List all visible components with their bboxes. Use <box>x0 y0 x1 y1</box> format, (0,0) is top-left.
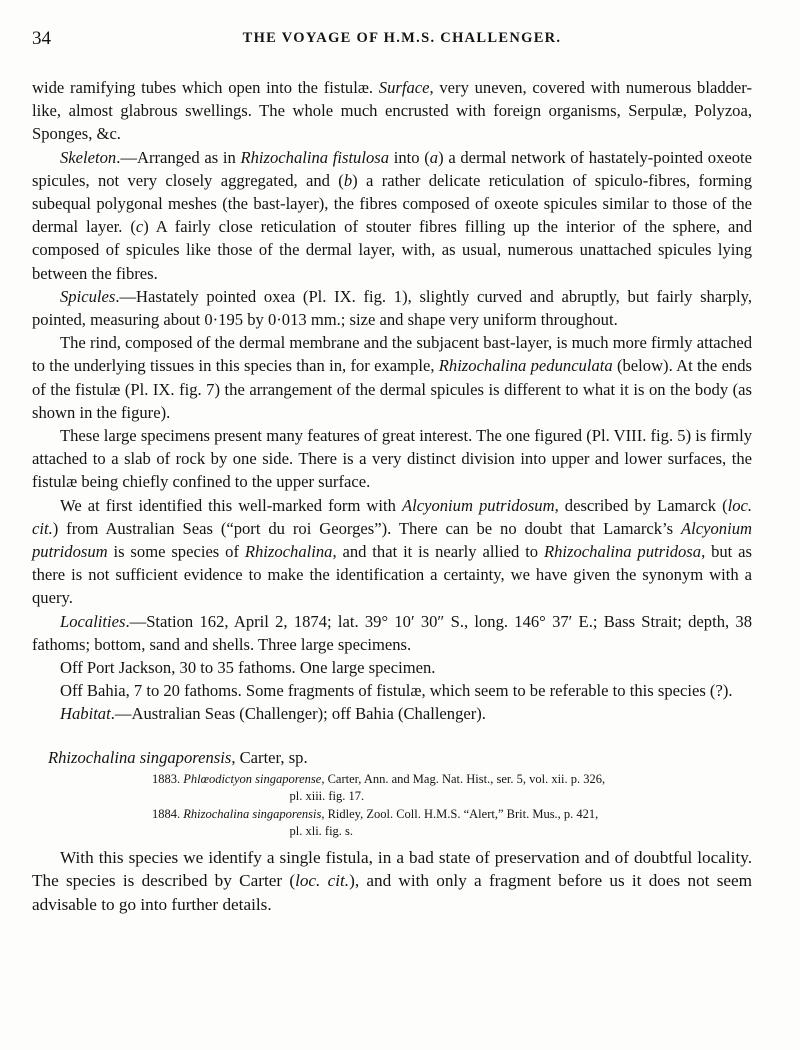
paragraph-surface <box>32 76 752 146</box>
text-run: is some species of <box>107 542 245 562</box>
text-run: .—Australian Seas (Challenger); off Bahia (Challenger). <box>110 704 486 724</box>
taxon-name: Rhizochalina <box>244 542 333 562</box>
term-skeleton: Skeleton <box>60 147 117 167</box>
term-surface: Surface <box>378 78 430 97</box>
body-text <box>32 76 752 916</box>
term-habitat: Habitat <box>60 704 111 724</box>
synonymy-reference <box>152 806 752 840</box>
letter-marker: b <box>343 170 353 190</box>
paragraph-habitat <box>32 702 752 725</box>
text-run: , but as there is not sufficient evidence to make the identification a certainty, we have given the synonym with a query. <box>32 542 752 608</box>
taxon-name: Rhizochalina fistulosa <box>240 147 390 167</box>
text-run: ), and with only a fragment before us it does not seem advisable to go into further details. <box>32 871 753 914</box>
text-run: The rind, composed of the dermal membrane and the subjacent bast-layer, is much more firmly attached to the underlying tissues in this species than in, for example, <box>32 333 752 376</box>
page-number: 34 <box>32 28 51 49</box>
text-run: .—Station 162, April 2, 1874; lat. 39° 10′ 30″ S., long. 146° 37′ E.; Bass Strait; depth, 38 fathoms; bottom, sand and shells. Three large specimens. <box>32 611 752 654</box>
species-name: Rhizochalina singaporensis <box>48 747 232 767</box>
text-run: .—Arranged as in <box>116 147 241 167</box>
reference-year: 1884. <box>152 806 184 821</box>
text-run: .—Hastately pointed oxea (Pl. IX. fig. 1), slightly curved and abruptly, but fairly sharply, pointed, measuring about 0·195 by 0·013 mm.; size and shape very uniform throughout. <box>32 286 752 330</box>
paragraph-identification <box>32 494 752 610</box>
paragraph-singaporensis <box>32 846 752 916</box>
term-spicules: Spicules <box>60 286 116 306</box>
taxon-name: Rhizochalina pedunculata <box>438 356 613 376</box>
letter-marker: a <box>429 147 439 167</box>
page-header <box>32 28 772 52</box>
synonymy-reference <box>152 771 752 805</box>
text-run: ) a rather delicate reticulation of spiculo-fibres, forming subequal polygonal meshes (the bast-layer), the fibres composed of oxeote spicules similar to those of the dermal layer. ( <box>32 170 752 237</box>
taxon-name: Alcyonium putridosum <box>32 518 752 562</box>
paragraph-specimens <box>32 424 752 494</box>
taxon-name: Alcyonium putridosum <box>401 495 555 515</box>
reference-text: , Ridley, Zool. Coll. H.M.S. “Alert,” Brit. Mus., p. 421, <box>321 806 599 821</box>
species-heading <box>32 746 752 769</box>
citation-loc-cit: loc. cit. <box>295 871 350 891</box>
reference-year: 1883. <box>152 771 184 786</box>
term-localities: Localities <box>60 611 126 631</box>
reference-text: , Carter, Ann. and Mag. Nat. Hist., ser. 5, vol. xii. p. 326, <box>321 771 606 786</box>
text-run: into ( <box>389 147 430 167</box>
text-run: With this species we identify a single fistula, in a bad state of preservation and of doubtful locality. The species is described by Carter ( <box>32 847 752 891</box>
text-run: These large specimens present many features of great interest. The one figured (Pl. VIII. fig. 5) is firmly attached to a slab of rock by one side. There is a very distinct division into upper and lower surfaces, the fistulæ being chiefly confined to the upper surface. <box>32 426 752 492</box>
text-run: ) A fairly close reticulation of stouter fibres filling up the interior of the sphere, and composed of spicules like those of the dermal layer, with, as usual, numerous unattached spicules lying between the fibres. <box>32 217 752 283</box>
paragraph-rind <box>32 331 752 424</box>
text-run: ) from Australian Seas (“port du roi Georges”). There can be no doubt that Lamarck’s <box>52 518 682 538</box>
species-author: , Carter, sp. <box>231 747 308 767</box>
paragraph-spicules <box>32 285 752 331</box>
paragraph-localities <box>32 610 752 656</box>
citation-loc-cit: loc. cit. <box>32 495 753 538</box>
text-run: ) a dermal network of hastately-pointed oxeote spicules, not very closely aggregated, and ( <box>32 147 753 190</box>
paragraph-bahia: Off Bahia, 7 to 20 fathoms. Some fragments of fistulæ, which seem to be referable to this species (?). <box>60 681 733 701</box>
text-run: , described by Lamarck ( <box>554 495 728 515</box>
reference-taxon: Rhizochalina singaporensis <box>183 806 322 821</box>
taxon-name: Rhizochalina putridosa <box>543 542 702 562</box>
paragraph-skeleton <box>32 146 752 285</box>
reference-plate: pl. xli. fig. s. <box>289 823 354 838</box>
reference-plate: pl. xiii. fig. 17. <box>289 788 365 803</box>
text-run: , very uneven, covered with numerous bladder-like, almost glabrous swellings. The whole much encrusted with foreign organisms, Serpulæ, Polyzoa, Sponges, &c. <box>32 78 752 144</box>
text-run: wide ramifying tubes which open into the fistulæ. <box>32 78 379 97</box>
letter-marker: c <box>135 217 144 237</box>
text-run: , and that it is nearly allied to <box>332 542 544 562</box>
running-title: THE VOYAGE OF H.M.S. CHALLENGER. <box>242 30 562 46</box>
paragraph-port-jackson: Off Port Jackson, 30 to 35 fathoms. One large specimen. <box>60 658 436 678</box>
text-run: (below). At the ends of the fistulæ (Pl. IX. fig. 7) the arrangement of the dermal spicules is different to what it is on the body (as shown in the figure). <box>32 356 752 422</box>
text-run: We at first identified this well-marked form with <box>60 495 402 515</box>
reference-taxon: Phlœodictyon singaporense <box>183 771 322 786</box>
